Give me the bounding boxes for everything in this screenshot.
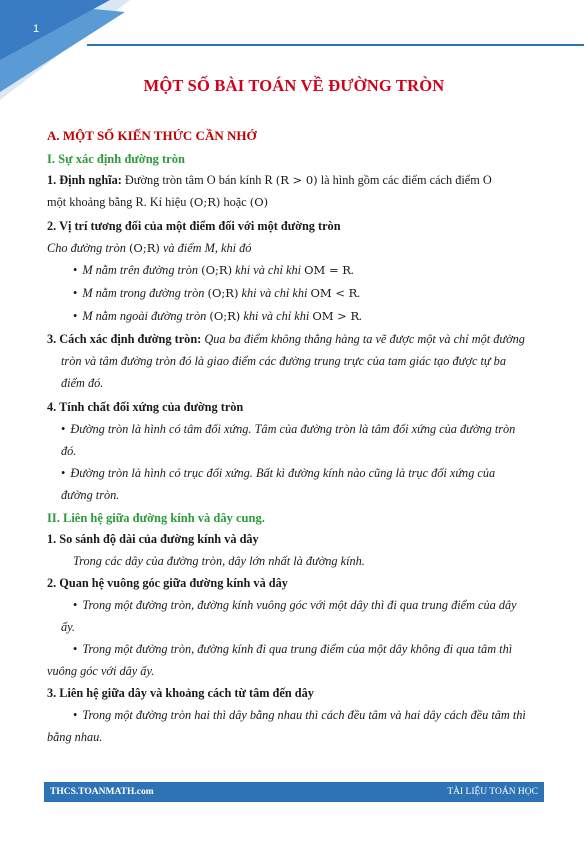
bullet-icon: •: [73, 263, 78, 277]
header-rule: [87, 44, 584, 46]
bullet-text: M nằm ngoài đường tròn: [82, 309, 210, 323]
page-title: MỘT SỐ BÀI TOÁN VỀ ĐƯỜNG TRÒN: [143, 76, 445, 95]
bullet-text: .: [359, 309, 363, 323]
section-a-heading: A. MỘT SỐ KIẾN THỨC CẦN NHỚ: [47, 128, 257, 143]
math-expr: (O;R): [189, 195, 221, 209]
definition-text: hoặc: [220, 195, 250, 209]
bullet-text: khi và chỉ khi: [232, 263, 305, 277]
math-expr: (O;R): [207, 286, 239, 300]
bullet-icon: •: [61, 422, 66, 436]
bullet-text: Trong một đường tròn, đường kính vuông góc với một dây thì đi qua trung điểm của dây: [82, 598, 517, 612]
part1-heading: I. Sự xác định đường tròn: [47, 152, 185, 166]
compare-text: Trong các dây của đường tròn, dây lớn nhất là đường kính.: [73, 554, 365, 568]
bullet-text: M nằm trên đường tròn: [82, 263, 202, 277]
math-expr: (O;R): [201, 263, 233, 277]
list-item: [47, 418, 543, 440]
math-expr: (O;R): [128, 241, 160, 255]
bullet-text: ấy.: [61, 620, 76, 634]
bullet-icon: •: [73, 708, 78, 722]
list-item: [47, 594, 543, 616]
bullet-icon: •: [73, 286, 78, 300]
page-footer: [44, 782, 544, 802]
position-intro: [47, 237, 543, 259]
definition-text: một khoảng bằng R. Kí hiệu: [47, 195, 190, 209]
intro-text: và điểm M, khi đó: [159, 241, 252, 255]
bullet-text: vuông góc với dây ấy.: [47, 664, 155, 678]
bullet-text: Đường tròn là hình có tâm đối xứng. Tâm của đường tròn là tâm đối xứng của đường tròn: [70, 422, 516, 436]
list-item: [47, 462, 543, 484]
definition-label: 1. Định nghĩa:: [47, 173, 122, 187]
definition-text: Đường tròn tâm O bán kính R: [121, 173, 276, 187]
list-item: [47, 704, 543, 726]
distance-heading: 3. Liên hệ giữa dây và khoảng cách từ tâm đến dây: [47, 686, 314, 700]
symmetry-heading: 4. Tính chất đối xứng của đường tròn: [47, 400, 244, 414]
footer-site[interactable]: THCS.TOANMATH.com: [50, 787, 154, 797]
bullet-icon: •: [73, 309, 78, 323]
part2-heading: II. Liên hệ giữa đường kính và dây cung.: [47, 511, 265, 525]
definition-text: là hình gồm các điểm cách điểm O: [317, 173, 492, 187]
bullet-text: .: [350, 263, 355, 277]
bullet-text: bằng nhau.: [47, 730, 103, 744]
method-paragraph: [47, 328, 543, 394]
bullet-text: đó.: [61, 444, 77, 458]
math-expr: (R > 0): [275, 173, 318, 187]
intro-text: Cho đường tròn: [47, 241, 129, 255]
math-expr: OM > R: [312, 309, 360, 323]
bullet-text: .: [357, 286, 361, 300]
bullet-text: khi và chỉ khi: [240, 309, 313, 323]
bullet-text: M nằm trong đường tròn: [82, 286, 208, 300]
list-item: [47, 259, 543, 282]
compare-heading: 1. So sánh độ dài của đường kính và dây: [47, 532, 259, 546]
math-expr: OM = R: [304, 263, 351, 277]
bullet-text: Đường tròn là hình có trục đối xứng. Bất kì đường kính nào cũng là trục đối xứng của: [70, 466, 496, 480]
bullet-text: đường tròn.: [61, 488, 120, 502]
position-heading: 2. Vị trí tương đối của một điểm đối với một đường tròn: [47, 219, 341, 233]
bullet-text: Trong một đường tròn hai thì dây bằng nhau thì cách đều tâm và hai dây cách đều tâm thì: [82, 708, 526, 722]
bullet-icon: •: [73, 642, 78, 656]
method-text: tròn và tâm đường tròn đó là giao điểm các đường trung trực của tam giác tạo được tự ba: [61, 354, 506, 368]
bullet-text: khi và chỉ khi: [238, 286, 311, 300]
method-text: điểm đó.: [61, 376, 104, 390]
method-text: Qua ba điểm không thẳng hàng ta vẽ được một và chỉ một đường: [201, 332, 525, 346]
perpendicular-heading: 2. Quan hệ vuông góc giữa đường kính và dây: [47, 576, 288, 590]
document-body: [47, 126, 543, 748]
math-expr: OM < R: [310, 286, 358, 300]
definition-line-2: [47, 191, 543, 213]
list-item: [47, 305, 543, 328]
bullet-icon: •: [61, 466, 66, 480]
page-number: 1: [33, 23, 40, 35]
bullet-text: Trong một đường tròn, đường kính đi qua trung điểm của một dây không đi qua tâm thì: [82, 642, 513, 656]
math-expr: (O;R): [209, 309, 241, 323]
list-item: [47, 638, 543, 660]
list-item: [47, 282, 543, 305]
method-label: 3. Cách xác định đường tròn:: [47, 332, 202, 346]
math-expr: (O): [249, 195, 269, 209]
definition-line-1: [47, 169, 543, 191]
footer-label: TÀI LIỆU TOÁN HỌC: [447, 787, 538, 797]
bullet-icon: •: [73, 598, 78, 612]
